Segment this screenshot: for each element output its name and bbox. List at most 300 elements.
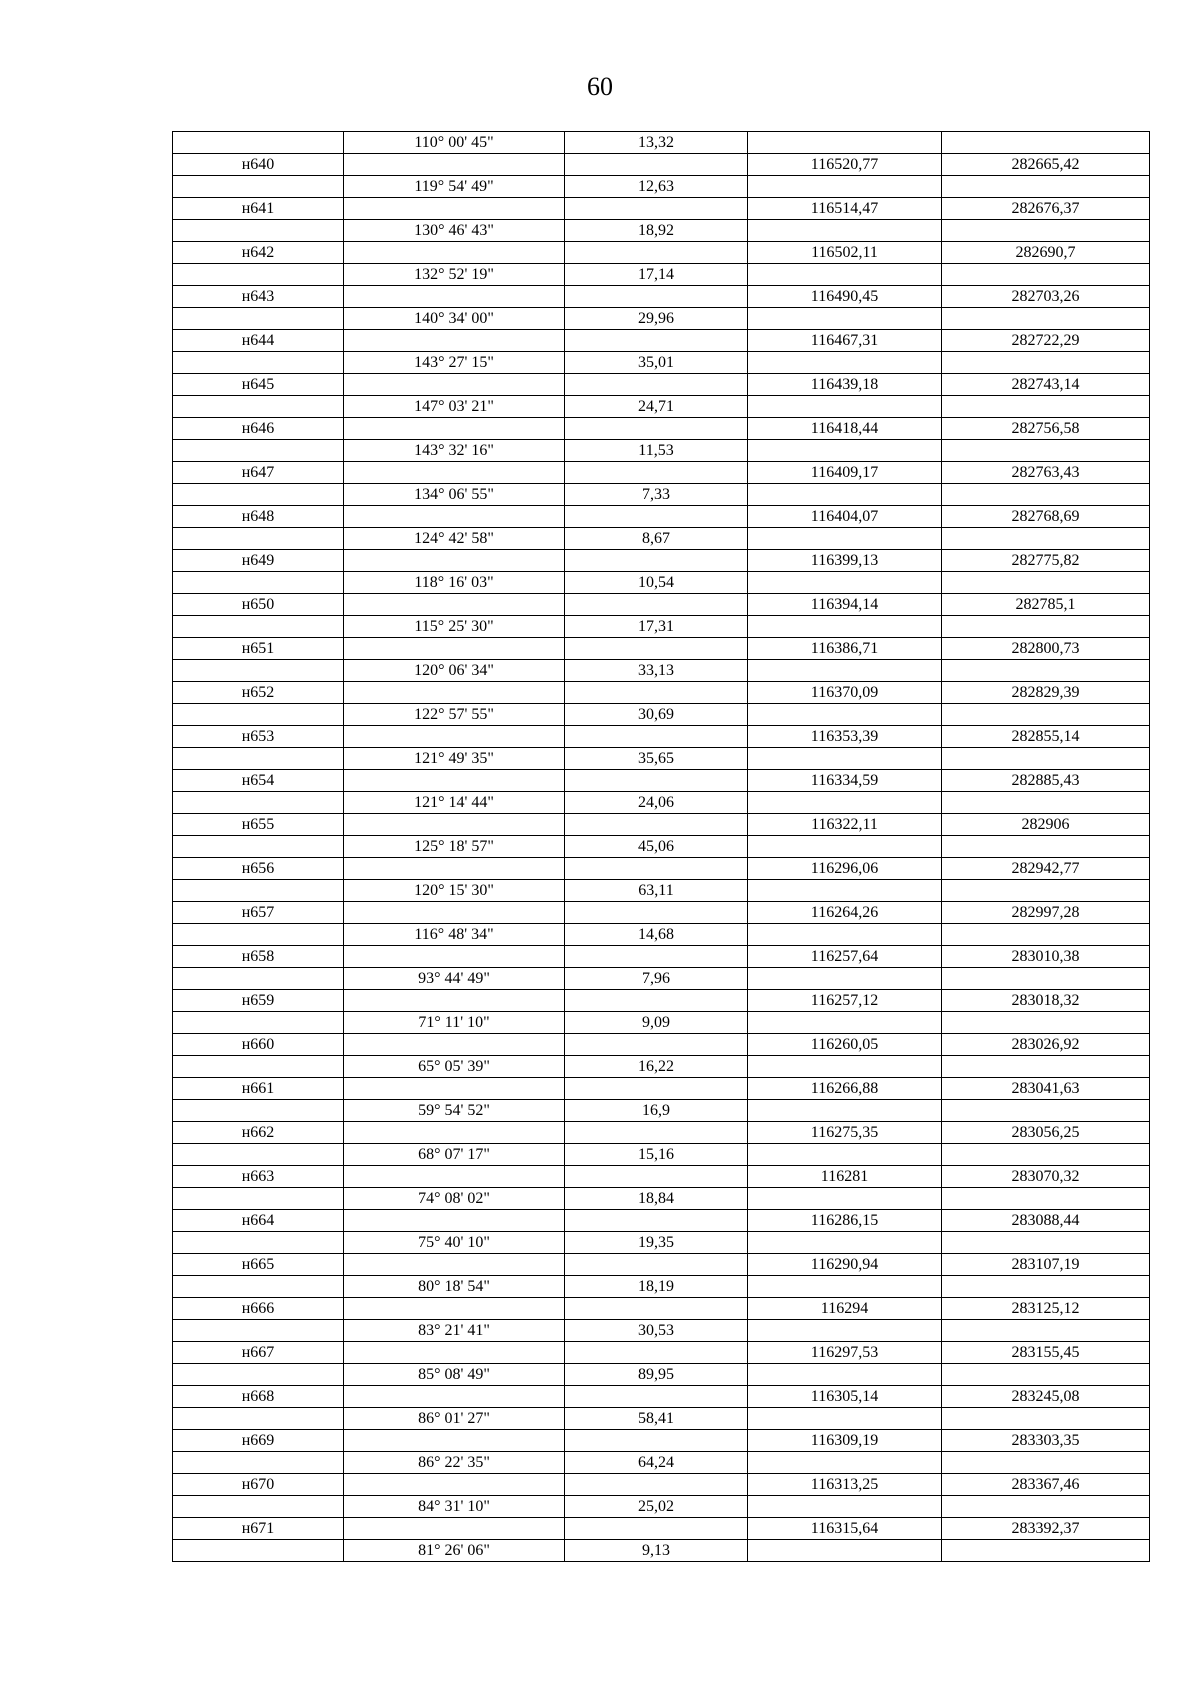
point-name-cell: н650 [173,594,344,616]
x-coordinate-cell: 116281 [748,1166,942,1188]
segment-length-cell [565,286,748,308]
bearing-angle-cell: 75° 40' 10" [344,1232,565,1254]
segment-row [173,748,1150,770]
segment-row [173,220,1150,242]
point-row [173,770,1150,792]
segment-length-cell [565,154,748,176]
bearing-angle-cell [344,1034,565,1056]
x-coordinate-cell [748,572,942,594]
bearing-angle-cell: 65° 05' 39" [344,1056,565,1078]
segment-length-cell [565,242,748,264]
segment-row [173,1540,1150,1562]
point-row [173,374,1150,396]
bearing-angle-cell [344,1210,565,1232]
bearing-angle-cell: 110° 00' 45" [344,132,565,154]
point-name-cell [173,836,344,858]
y-coordinate-cell: 283088,44 [942,1210,1150,1232]
point-row [173,1122,1150,1144]
x-coordinate-cell: 116260,05 [748,1034,942,1056]
x-coordinate-cell [748,1364,942,1386]
point-row [173,1210,1150,1232]
x-coordinate-cell: 116296,06 [748,858,942,880]
x-coordinate-cell [748,1056,942,1078]
y-coordinate-cell [942,792,1150,814]
point-name-cell: н661 [173,1078,344,1100]
point-name-cell: н658 [173,946,344,968]
x-coordinate-cell: 116418,44 [748,418,942,440]
point-name-cell: н652 [173,682,344,704]
segment-row [173,616,1150,638]
y-coordinate-cell [942,924,1150,946]
segment-length-cell: 89,95 [565,1364,748,1386]
bearing-angle-cell: 140° 34' 00" [344,308,565,330]
segment-row [173,1056,1150,1078]
point-name-cell: н660 [173,1034,344,1056]
y-coordinate-cell [942,704,1150,726]
bearing-angle-cell [344,1386,565,1408]
bearing-angle-cell: 132° 52' 19" [344,264,565,286]
segment-row [173,484,1150,506]
segment-length-cell [565,418,748,440]
x-coordinate-cell: 116275,35 [748,1122,942,1144]
bearing-angle-cell [344,638,565,660]
x-coordinate-cell: 116309,19 [748,1430,942,1452]
segment-length-cell: 9,09 [565,1012,748,1034]
segment-length-cell: 30,69 [565,704,748,726]
point-name-cell [173,528,344,550]
segment-row [173,572,1150,594]
segment-row [173,528,1150,550]
point-name-cell [173,1056,344,1078]
x-coordinate-cell [748,308,942,330]
point-name-cell [173,1496,344,1518]
point-row [173,286,1150,308]
point-name-cell [173,308,344,330]
bearing-angle-cell: 120° 06' 34" [344,660,565,682]
y-coordinate-cell: 282829,39 [942,682,1150,704]
x-coordinate-cell [748,836,942,858]
point-name-cell [173,1232,344,1254]
bearing-angle-cell: 93° 44' 49" [344,968,565,990]
segment-length-cell: 16,9 [565,1100,748,1122]
segment-length-cell: 11,53 [565,440,748,462]
bearing-angle-cell: 125° 18' 57" [344,836,565,858]
y-coordinate-cell [942,748,1150,770]
segment-length-cell [565,594,748,616]
point-name-cell [173,1276,344,1298]
x-coordinate-cell: 116322,11 [748,814,942,836]
segment-length-cell: 8,67 [565,528,748,550]
bearing-angle-cell: 143° 32' 16" [344,440,565,462]
point-name-cell [173,176,344,198]
point-name-cell [173,704,344,726]
point-row [173,902,1150,924]
y-coordinate-cell [942,1144,1150,1166]
y-coordinate-cell [942,528,1150,550]
x-coordinate-cell: 116305,14 [748,1386,942,1408]
x-coordinate-cell [748,1452,942,1474]
bearing-angle-cell: 71° 11' 10" [344,1012,565,1034]
bearing-angle-cell: 121° 14' 44" [344,792,565,814]
point-name-cell: н669 [173,1430,344,1452]
y-coordinate-cell [942,1232,1150,1254]
x-coordinate-cell: 116386,71 [748,638,942,660]
point-name-cell: н654 [173,770,344,792]
y-coordinate-cell [942,968,1150,990]
point-row [173,1474,1150,1496]
bearing-angle-cell: 118° 16' 03" [344,572,565,594]
bearing-angle-cell [344,1342,565,1364]
point-row [173,462,1150,484]
segment-length-cell: 58,41 [565,1408,748,1430]
segment-length-cell: 30,53 [565,1320,748,1342]
segment-row [173,1408,1150,1430]
segment-row [173,1012,1150,1034]
point-name-cell: н656 [173,858,344,880]
segment-length-cell [565,770,748,792]
bearing-angle-cell: 130° 46' 43" [344,220,565,242]
bearing-angle-cell [344,506,565,528]
x-coordinate-cell [748,924,942,946]
x-coordinate-cell: 116404,07 [748,506,942,528]
point-name-cell [173,1408,344,1430]
segment-length-cell: 45,06 [565,836,748,858]
x-coordinate-cell [748,1320,942,1342]
x-coordinate-cell [748,1188,942,1210]
point-row [173,726,1150,748]
bearing-angle-cell [344,1518,565,1540]
point-row [173,990,1150,1012]
bearing-angle-cell: 59° 54' 52" [344,1100,565,1122]
segment-length-cell: 17,31 [565,616,748,638]
point-name-cell: н649 [173,550,344,572]
segment-length-cell: 63,11 [565,880,748,902]
x-coordinate-cell: 116297,53 [748,1342,942,1364]
segment-row [173,968,1150,990]
y-coordinate-cell [942,440,1150,462]
bearing-angle-cell: 116° 48' 34" [344,924,565,946]
segment-row [173,1276,1150,1298]
segment-length-cell [565,1166,748,1188]
segment-length-cell: 33,13 [565,660,748,682]
y-coordinate-cell: 283026,92 [942,1034,1150,1056]
point-row [173,550,1150,572]
bearing-angle-cell [344,1078,565,1100]
segment-row [173,660,1150,682]
x-coordinate-cell: 116394,14 [748,594,942,616]
bearing-angle-cell [344,990,565,1012]
y-coordinate-cell: 282942,77 [942,858,1150,880]
x-coordinate-cell [748,1496,942,1518]
x-coordinate-cell: 116370,09 [748,682,942,704]
y-coordinate-cell [942,176,1150,198]
bearing-angle-cell [344,814,565,836]
point-name-cell: н648 [173,506,344,528]
y-coordinate-cell [942,264,1150,286]
segment-length-cell [565,1430,748,1452]
x-coordinate-cell [748,1100,942,1122]
point-name-cell: н657 [173,902,344,924]
x-coordinate-cell [748,968,942,990]
x-coordinate-cell [748,528,942,550]
bearing-angle-cell: 74° 08' 02" [344,1188,565,1210]
bearing-angle-cell: 124° 42' 58" [344,528,565,550]
segment-length-cell [565,1254,748,1276]
y-coordinate-cell [942,616,1150,638]
segment-length-cell [565,1210,748,1232]
point-name-cell: н668 [173,1386,344,1408]
bearing-angle-cell [344,374,565,396]
x-coordinate-cell: 116266,88 [748,1078,942,1100]
segment-length-cell: 7,96 [565,968,748,990]
y-coordinate-cell [942,572,1150,594]
point-row [173,1342,1150,1364]
segment-length-cell [565,550,748,572]
point-name-cell [173,572,344,594]
segment-row [173,132,1150,154]
y-coordinate-cell [942,880,1150,902]
y-coordinate-cell: 283056,25 [942,1122,1150,1144]
y-coordinate-cell: 282855,14 [942,726,1150,748]
segment-length-cell [565,330,748,352]
point-name-cell [173,1012,344,1034]
point-row [173,1298,1150,1320]
segment-length-cell [565,198,748,220]
point-name-cell: н659 [173,990,344,1012]
segment-length-cell [565,1474,748,1496]
bearing-angle-cell [344,770,565,792]
x-coordinate-cell [748,1144,942,1166]
bearing-angle-cell: 147° 03' 21" [344,396,565,418]
x-coordinate-cell: 116290,94 [748,1254,942,1276]
point-row [173,1386,1150,1408]
y-coordinate-cell: 282768,69 [942,506,1150,528]
bearing-angle-cell [344,1430,565,1452]
segment-length-cell [565,1034,748,1056]
x-coordinate-cell: 116520,77 [748,154,942,176]
point-row [173,1254,1150,1276]
point-row [173,198,1150,220]
page-number: 60 [587,72,613,101]
segment-length-cell [565,1342,748,1364]
bearing-angle-cell [344,242,565,264]
point-row [173,154,1150,176]
x-coordinate-cell [748,264,942,286]
bearing-angle-cell: 80° 18' 54" [344,1276,565,1298]
segment-length-cell: 14,68 [565,924,748,946]
point-name-cell: н667 [173,1342,344,1364]
segment-length-cell: 12,63 [565,176,748,198]
y-coordinate-cell: 282690,7 [942,242,1150,264]
segment-length-cell [565,1518,748,1540]
y-coordinate-cell: 283245,08 [942,1386,1150,1408]
point-row [173,330,1150,352]
segment-row [173,352,1150,374]
bearing-angle-cell [344,198,565,220]
x-coordinate-cell [748,352,942,374]
y-coordinate-cell: 282997,28 [942,902,1150,924]
bearing-angle-cell: 122° 57' 55" [344,704,565,726]
point-name-cell: н665 [173,1254,344,1276]
bearing-angle-cell [344,902,565,924]
y-coordinate-cell [942,1276,1150,1298]
segment-length-cell [565,462,748,484]
point-row [173,506,1150,528]
y-coordinate-cell [942,1408,1150,1430]
point-name-cell [173,1100,344,1122]
x-coordinate-cell: 116399,13 [748,550,942,572]
bearing-angle-cell: 134° 06' 55" [344,484,565,506]
segment-length-cell: 25,02 [565,1496,748,1518]
x-coordinate-cell [748,1232,942,1254]
x-coordinate-cell [748,220,942,242]
x-coordinate-cell [748,1408,942,1430]
point-row [173,946,1150,968]
y-coordinate-cell: 283070,32 [942,1166,1150,1188]
point-row [173,594,1150,616]
x-coordinate-cell: 116490,45 [748,286,942,308]
y-coordinate-cell: 283107,19 [942,1254,1150,1276]
segment-length-cell: 24,71 [565,396,748,418]
bearing-angle-cell [344,1166,565,1188]
y-coordinate-cell: 282703,26 [942,286,1150,308]
point-name-cell [173,1452,344,1474]
point-name-cell [173,1320,344,1342]
segment-length-cell [565,506,748,528]
segment-length-cell: 19,35 [565,1232,748,1254]
point-name-cell [173,792,344,814]
bearing-angle-cell [344,946,565,968]
segment-row [173,704,1150,726]
y-coordinate-cell [942,1188,1150,1210]
segment-length-cell [565,990,748,1012]
segment-row [173,176,1150,198]
y-coordinate-cell [942,1540,1150,1562]
bearing-angle-cell: 121° 49' 35" [344,748,565,770]
point-name-cell [173,924,344,946]
point-name-cell: н642 [173,242,344,264]
y-coordinate-cell [942,1452,1150,1474]
point-row [173,1166,1150,1188]
segment-row [173,924,1150,946]
bearing-angle-cell: 68° 07' 17" [344,1144,565,1166]
bearing-angle-cell: 119° 54' 49" [344,176,565,198]
segment-row [173,1320,1150,1342]
point-name-cell: н645 [173,374,344,396]
point-name-cell: н671 [173,1518,344,1540]
y-coordinate-cell: 283018,32 [942,990,1150,1012]
segment-length-cell: 35,65 [565,748,748,770]
y-coordinate-cell: 282785,1 [942,594,1150,616]
segment-row [173,396,1150,418]
x-coordinate-cell: 116257,12 [748,990,942,1012]
bearing-angle-cell [344,1122,565,1144]
x-coordinate-cell [748,1012,942,1034]
x-coordinate-cell: 116294 [748,1298,942,1320]
segment-row [173,1144,1150,1166]
bearing-angle-cell [344,462,565,484]
y-coordinate-cell [942,660,1150,682]
y-coordinate-cell: 283125,12 [942,1298,1150,1320]
x-coordinate-cell [748,1276,942,1298]
x-coordinate-cell: 116315,64 [748,1518,942,1540]
y-coordinate-cell: 282722,29 [942,330,1150,352]
coordinates-table [172,131,1150,1562]
y-coordinate-cell: 282743,14 [942,374,1150,396]
point-name-cell [173,352,344,374]
bearing-angle-cell [344,726,565,748]
segment-length-cell [565,814,748,836]
point-row [173,418,1150,440]
y-coordinate-cell [942,836,1150,858]
y-coordinate-cell: 282676,37 [942,198,1150,220]
point-row [173,682,1150,704]
x-coordinate-cell: 116286,15 [748,1210,942,1232]
y-coordinate-cell [942,396,1150,418]
segment-length-cell: 16,22 [565,1056,748,1078]
bearing-angle-cell [344,154,565,176]
y-coordinate-cell: 282763,43 [942,462,1150,484]
bearing-angle-cell [344,1474,565,1496]
y-coordinate-cell: 282800,73 [942,638,1150,660]
segment-row [173,1232,1150,1254]
segment-length-cell [565,1386,748,1408]
x-coordinate-cell: 116514,47 [748,198,942,220]
bearing-angle-cell: 86° 01' 27" [344,1408,565,1430]
point-name-cell: н666 [173,1298,344,1320]
point-name-cell: н653 [173,726,344,748]
point-row [173,1034,1150,1056]
segment-row [173,792,1150,814]
segment-row [173,308,1150,330]
bearing-angle-cell [344,550,565,572]
y-coordinate-cell [942,308,1150,330]
y-coordinate-cell: 282665,42 [942,154,1150,176]
segment-length-cell: 29,96 [565,308,748,330]
y-coordinate-cell: 283303,35 [942,1430,1150,1452]
point-name-cell [173,264,344,286]
segment-row [173,264,1150,286]
y-coordinate-cell [942,220,1150,242]
x-coordinate-cell [748,176,942,198]
point-name-cell [173,660,344,682]
point-name-cell: н646 [173,418,344,440]
y-coordinate-cell: 282775,82 [942,550,1150,572]
bearing-angle-cell [344,858,565,880]
y-coordinate-cell: 283155,45 [942,1342,1150,1364]
x-coordinate-cell [748,660,942,682]
bearing-angle-cell: 83° 21' 41" [344,1320,565,1342]
x-coordinate-cell: 116257,64 [748,946,942,968]
segment-length-cell [565,638,748,660]
point-name-cell: н655 [173,814,344,836]
segment-length-cell [565,858,748,880]
y-coordinate-cell: 283041,63 [942,1078,1150,1100]
point-row [173,638,1150,660]
x-coordinate-cell [748,748,942,770]
bearing-angle-cell: 115° 25' 30" [344,616,565,638]
segment-length-cell: 15,16 [565,1144,748,1166]
point-name-cell: н663 [173,1166,344,1188]
segment-length-cell: 18,92 [565,220,748,242]
bearing-angle-cell: 81° 26' 06" [344,1540,565,1562]
x-coordinate-cell [748,132,942,154]
point-name-cell: н647 [173,462,344,484]
bearing-angle-cell: 85° 08' 49" [344,1364,565,1386]
y-coordinate-cell [942,1056,1150,1078]
x-coordinate-cell: 116409,17 [748,462,942,484]
x-coordinate-cell: 116313,25 [748,1474,942,1496]
